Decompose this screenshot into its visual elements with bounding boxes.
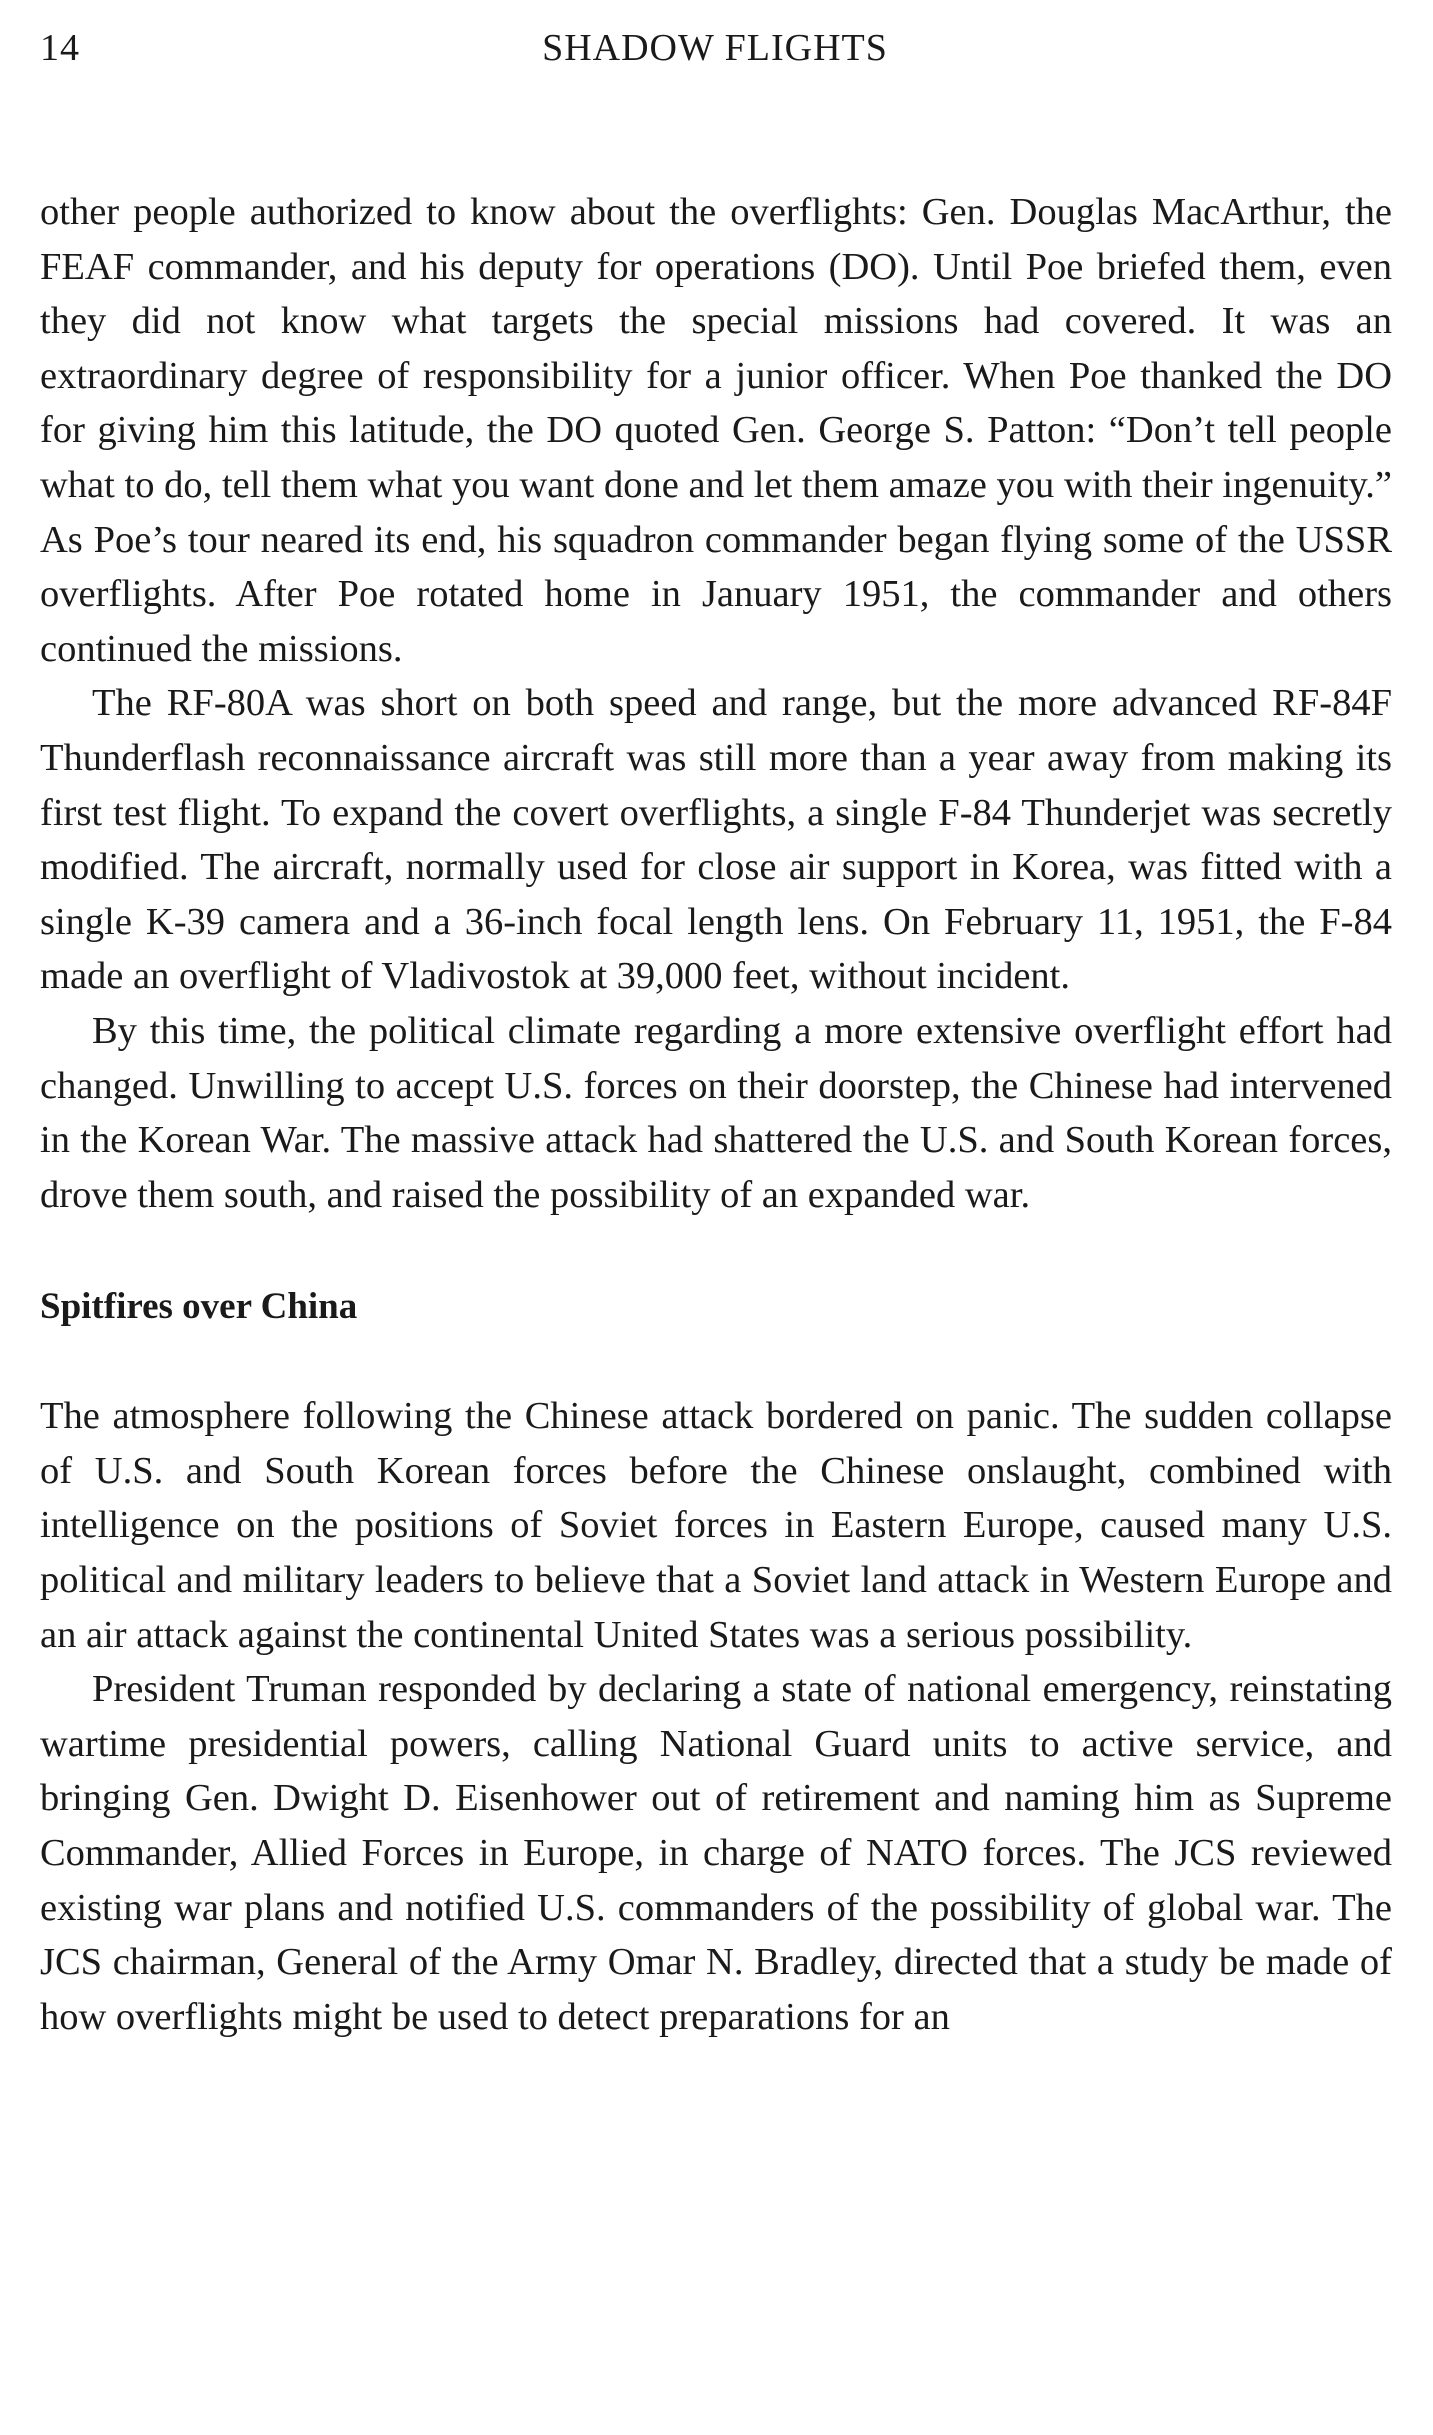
paragraph: The RF-80A was short on both speed and range, but the more advanced RF-84F Thunderflash reconnaissance aircraft was still more than a year away from making its first test flight. To expand the covert overflights, a single F-84 Thunderjet was secretly modified. The aircraft, normally used for close air support in Korea, was fitted with a single K-39 camera and a 36-inch focal length lens. On February 11, 1951, the F-84 made an overflight of Vladivostok at 39,000 feet, without incident. xyxy=(40,682,1392,998)
running-head xyxy=(40,18,1390,78)
page-number: 14 xyxy=(40,27,80,69)
paragraph: President Truman responded by declaring a state of national emergency, reinstating wartime presidential powers, calling National Guard units to active service, and bringing Gen. Dwight D. Eisenhower out of retirement and naming him as Supreme Commander, Allied Forces in Europe, in charge of NATO forces. The JCS reviewed existing war plans and notified U.S. commanders of the possibility of global war. The JCS chairman, General of the Army Omar N. Bradley, directed that a study be made of how overflights might be used to detect preparations for an xyxy=(40,1668,1392,2038)
body-text xyxy=(40,185,1392,2044)
running-title: SHADOW FLIGHTS xyxy=(542,27,888,69)
paragraph: The atmosphere following the Chinese attack bordered on panic. The sudden collapse of U.S. and South Korean forces before the Chinese onslaught, combined with intelligence on the positions of Soviet forces in Eastern Europe, caused many U.S. political and military leaders to believe that a Soviet land attack in Western Europe and an air attack against the continental United States was a serious possibility. xyxy=(40,1395,1392,1656)
section-spacer xyxy=(40,1334,1392,1389)
section-heading: Spitfires over China xyxy=(40,1286,358,1328)
paragraph: By this time, the political climate regarding a more extensive overflight effort had changed. Unwilling to accept U.S. forces on their doorstep, the Chinese had intervened in the Korean War. The massive attack had shattered the U.S. and South Korean forces, drove them south, and raised the possibility of an expanded war. xyxy=(40,1009,1392,1216)
paragraph: other people authorized to know about the overflights: Gen. Douglas MacArthur, the FEAF commander, and his deputy for operations (DO). Until Poe briefed them, even they did not know what targets the special missions had covered. It was an extraordinary degree of responsibility for a junior officer. When Poe thanked the DO for giving him this latitude, the DO quoted Gen. George S. Patton: “Don’t tell people what to do, tell them what you want done and let them amaze you with their ingenuity.” As Poe’s tour neared its end, his squadron commander began flying some of the USSR overflights. After Poe rotated home in January 1951, the commander and others continued the missions. xyxy=(40,191,1392,670)
section-spacer xyxy=(40,1222,1392,1280)
